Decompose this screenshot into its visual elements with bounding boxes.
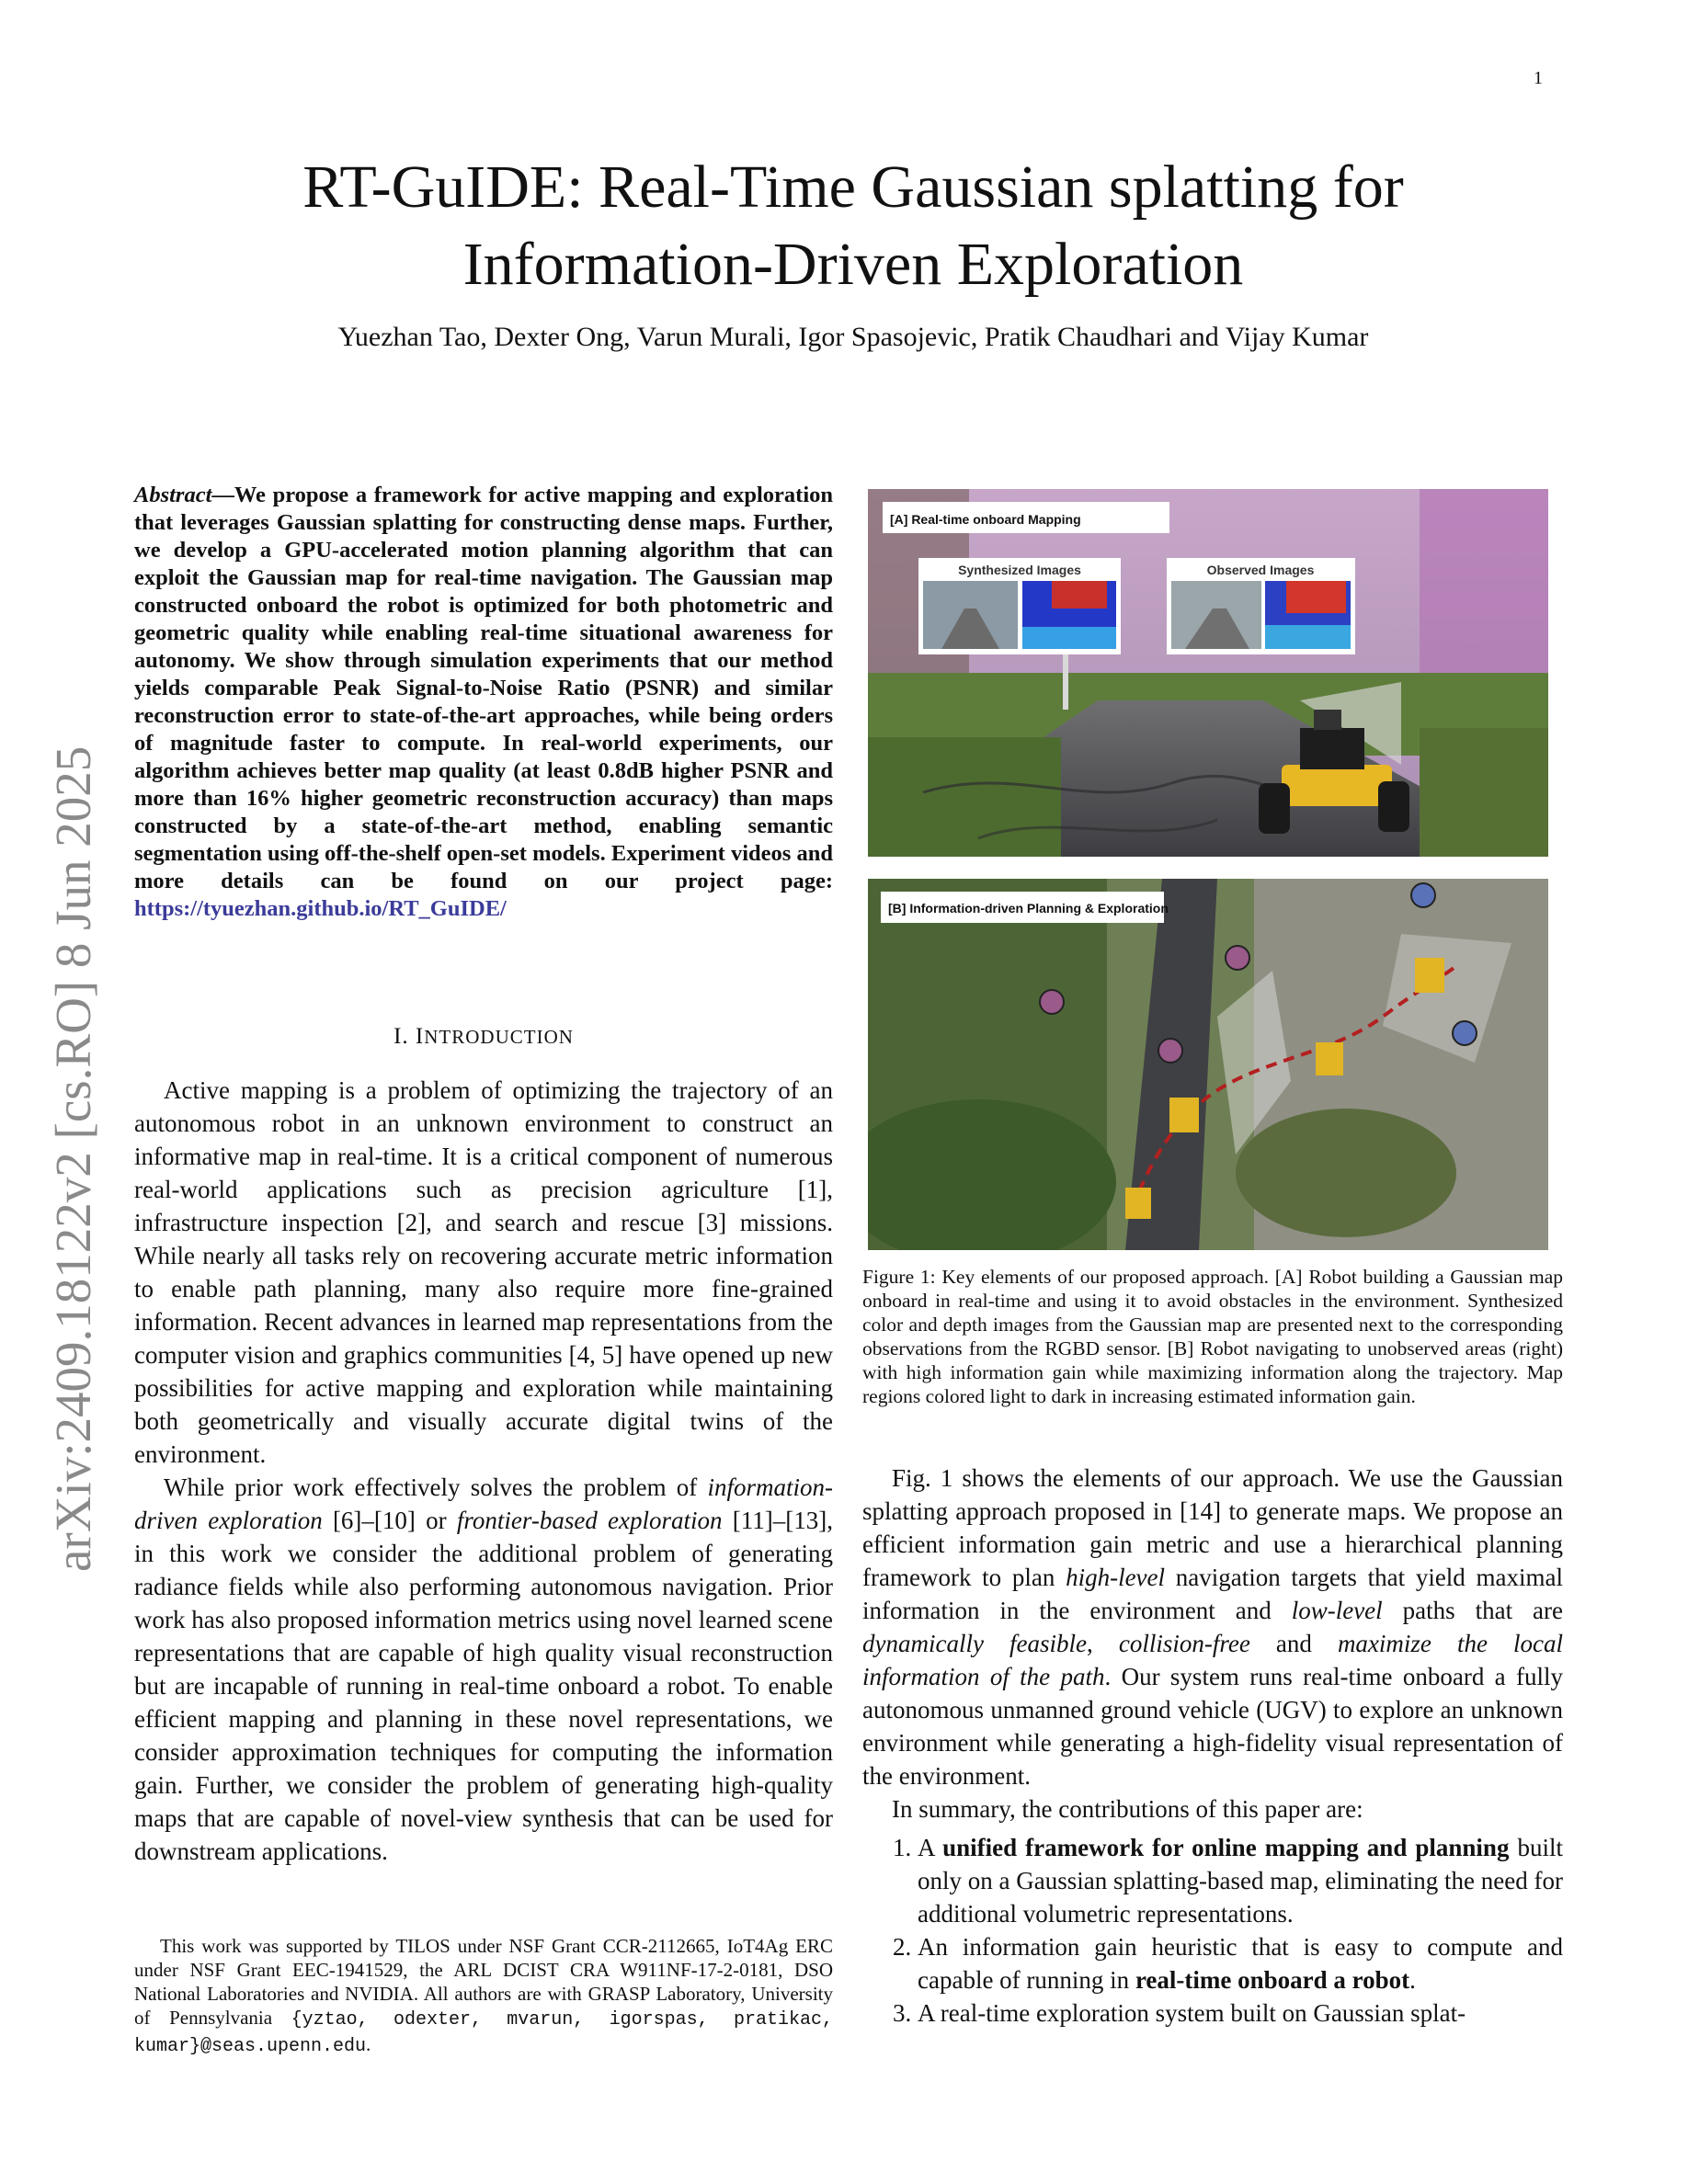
right-paragraph-2: In summary, the contributions of this paper are: [892, 1795, 1363, 1823]
emphasis: dynamically feasible [862, 1630, 1088, 1657]
text-span: , [1087, 1630, 1119, 1657]
emphasis: collision-free [1118, 1630, 1250, 1657]
synthesized-images-label: Synthesized Images [958, 563, 1081, 577]
intro-paragraph-1: Active mapping is a problem of optimizing the trajectory of an autonomous robot in an unknown environment to construct an informative map in real-time. It is a critical component of numerous real-world applications such as precision agriculture [1], infrastructure inspection [2], and search and rescue [3] missions. While nearly all tasks rely on recovering accurate metric information to enable path planning, many also require more fine-grained information. Recent advances in learned map representations from the computer vision and graphics communities [4, 5] have opened up new possibilities for active mapping and exploration while maintaining both geometrically and visually accurate digital twins of the environment. [134, 1076, 833, 1468]
panel-b-label: [B] Information-driven Planning & Exploration [888, 901, 1169, 916]
page-number: 1 [1534, 68, 1543, 88]
text-span: Fig. 1 shows the elements of our approach. We use the Gaussian splatting approach proposed in [14] to generate maps. We propose an efficient information gain metric and use a hierarchical planning framework to plan [862, 1464, 1563, 1591]
author-list: Yuezhan Tao, Dexter Ong, Varun Murali, Igor Spasojevic, Pratik Chaudhari and Vijay Kumar [337, 322, 1369, 352]
contributions-list [862, 1831, 1563, 2030]
emphasis: information-driven exploration [134, 1473, 833, 1534]
section-numeral: I. I [393, 1024, 425, 1049]
contribution-item-2 [918, 1930, 1563, 1996]
text-span: [11]–[13], in this work we consider the additional problem of generating radiance fields while also performing autonomous navigation. Prior work has also proposed information metrics using novel learned scene representations that are capable of high quality visual reconstruction but are incapable of running in real-time onboard a robot. To enable efficient mapping and planning in these novel representations, we consider approximation techniques for computing the information gain. Further, we consider the problem of generating high-quality maps that are capable of novel-view synthesis that can be used for downstream applications. [134, 1507, 833, 1865]
footnote [134, 1934, 833, 2059]
abstract-label: Abstract [134, 483, 212, 507]
emphasis: frontier-based exploration [456, 1507, 723, 1534]
bold-text: unified framework for online mapping and planning [942, 1834, 1510, 1861]
abstract-text: —We propose a framework for active mapping and exploration that leverages Gaussian splatting for constructing dense maps. Further, we develop a GPU-accelerated motion planning algorithm that can exploit the Gaussian map for real-time navigation. The Gaussian map constructed onboard the robot is optimized for both photometric and geometric quality while enabling real-time situational awareness for autonomy. We show through simulation experiments that our method yields comparable Peak Signal-to-Noise Ratio (PSNR) and similar reconstruction error to state-of-the-art approaches, while being orders of magnitude faster to compute. In real-world experiments, our algorithm achieves better map quality (at least 0.8dB higher PSNR and more than 16% higher geometric reconstruction accuracy) than maps constructed by a state-of-the-art method, enabling semantic segmentation using off-the-shelf open-set models. Experiment videos and more details can be found on our project page: [134, 483, 833, 893]
arxiv-id: arXiv:2409.18122v2 [cs.RO] 8 Jun 2025 [45, 745, 101, 1572]
section-title: NTRODUCTION [424, 1026, 574, 1048]
title-line-2: Information-Driven Exploration [462, 231, 1244, 298]
text-span: A [918, 1834, 943, 1861]
bold-text: real-time onboard a robot [1135, 1966, 1410, 1994]
contribution-item-1 [918, 1831, 1563, 1930]
text-span: built only on a Gaussian splatting-based map, eliminating the need for additional volumetric representations. [918, 1834, 1564, 1928]
figure-caption: Figure 1: Key elements of our proposed approach. [A] Robot building a Gaussian map onboard in real-time and using it to avoid obstacles in the environment. Synthesized color and depth images from the Gaussian map are presented next to the corresponding observations from the RGBD sensor. [B] Robot navigating to unobserved areas (right) with high information gain while maximizing information along the trajectory. Map regions colored light to dark in increasing estimated information gain. [862, 1266, 1563, 1407]
project-page-link[interactable]: https://tyuezhan.github.io/RT_GuIDE/ [134, 896, 507, 921]
intro-paragraph-2 [134, 1471, 833, 1868]
text-span: While prior work effectively solves the problem of [164, 1473, 708, 1501]
text-span: paths that are [1382, 1597, 1563, 1624]
contribution-item-3: 3. A real-time exploration system built on Gaussian splat- [918, 1996, 1563, 2030]
text-span: . [1409, 1966, 1416, 1994]
text-span: . Our system runs real-time onboard a fully autonomous unmanned ground vehicle (UGV) to explore an unknown environment while generating a high-fidelity visual representation of the environment. [862, 1663, 1563, 1790]
title-line-1: RT-GuIDE: Real-Time Gaussian splatting for [302, 154, 1404, 221]
introduction-body [134, 1074, 833, 1868]
emphasis: maximize the local information of the path [862, 1630, 1564, 1690]
footnote-emails: {yztao, odexter, mvarun, igorspas, pratikac, kumar}@seas.upenn.edu [134, 2009, 833, 2057]
text-span: and [1249, 1630, 1338, 1657]
observed-images-label: Observed Images [1206, 563, 1315, 577]
right-paragraph-1 [862, 1462, 1563, 1792]
abstract [134, 482, 833, 923]
section-heading-introduction [134, 1024, 833, 1050]
panel-a-label: [A] Real-time onboard Mapping [890, 512, 1081, 527]
figure-panel-a [868, 489, 1548, 857]
aerial-map [868, 879, 1548, 1250]
figure-panel-b [868, 879, 1548, 1250]
emphasis: low-level [1291, 1597, 1383, 1624]
text-span: navigation targets that yield maximal information in the environment and [862, 1564, 1563, 1624]
footnote-text: This work was supported by TILOS under NSF Grant CCR-2112665, IoT4Ag ERC under NSF Grant EEC-1941529, the ARL DCIST CRA W911NF-17-2-0181, DSO National Laboratories and NVIDIA. All authors are with GRASP Laboratory, University of Pennsylvania [134, 1935, 833, 2029]
text-span: An information gain heuristic that is easy to compute and capable of running in [918, 1933, 1563, 1994]
text-span: . [366, 2033, 371, 2055]
right-column-body [862, 1462, 1563, 2030]
paper-title [147, 149, 1559, 303]
text-span: [6]–[10] or [322, 1507, 457, 1534]
arxiv-stamp [44, 625, 99, 1572]
robot-photo [868, 489, 1548, 857]
emphasis: high-level [1066, 1564, 1166, 1591]
